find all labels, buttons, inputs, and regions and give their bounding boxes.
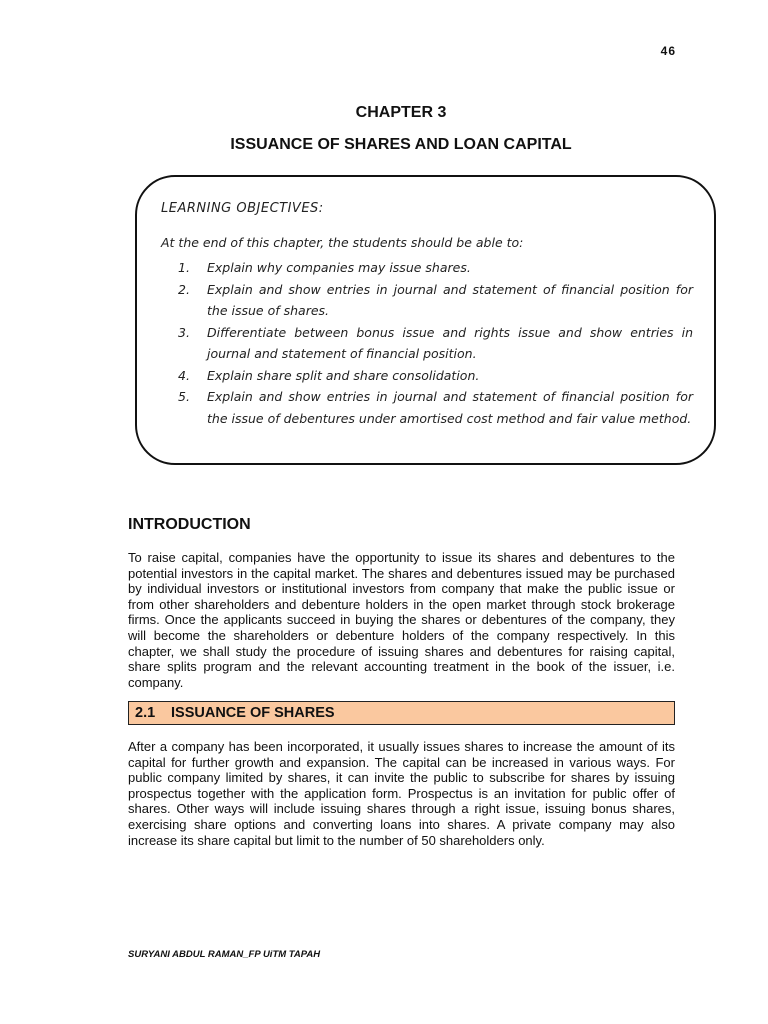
objective-text: Explain and show entries in journal and statement of financial position for the issue of shares. [207,281,693,318]
objective-number: 3. [178,324,190,340]
objective-item [178,279,693,322]
page-footer: SURYANI ABDUL RAMAN_FP UiTM TAPAH [128,949,321,960]
objective-number: 5. [178,389,190,404]
chapter-title: ISSUANCE OF SHARES AND LOAN CAPITAL [230,136,572,153]
objective-number: 1. [178,260,190,275]
learning-objectives-heading: LEARNING OBJECTIVES: [161,201,324,216]
chapter-heading: CHAPTER 3 [355,104,447,121]
learning-objectives-list [178,257,693,429]
page-number: 46 [660,44,676,58]
objective-item [178,365,693,387]
introduction-heading: INTRODUCTION [128,516,251,533]
section-number: 2.1 [135,705,156,721]
objective-text: Explain share split and share consolidation. [207,367,480,383]
section-2-1-paragraph: After a company has been incorporated, it usually issues shares to increase the amount of its capital for further growth and expansion. The capital can be increased in various ways. For public company limited by shares, it can invite the public to subscribe for shares by issuing prospectus together with the application form. Prospectus is an invitation for public offer of shares. Other ways will include issuing shares through a right issue, issuing bonus shares, exercising share options and converting loans into shares. A private company may also increase its share capital but limit to the number of 50 shareholders only. [128,739,675,848]
section-2-1-header [128,701,675,725]
objective-text: Explain and show entries in journal and statement of financial position for the issue of debentures under amortised cost method and fair value method. [207,389,693,426]
objective-text: Explain why companies may issue shares. [207,260,471,275]
section-title: ISSUANCE OF SHARES [171,705,335,721]
objective-text: Differentiate between bonus issue and rights issue and show entries in journal and statement of financial position. [207,324,693,361]
learning-objectives-intro: At the end of this chapter, the students should be able to: [161,235,524,250]
introduction-paragraph: To raise capital, companies have the opportunity to issue its shares and debentures to the potential investors in the capital market. The shares and debentures issued may be purchased by individual investors or institutional investors from company that make the public issue or from other shareholders and debenture holders in the open market through stock brokerage firms. Once the applicants succeed in buying the shares or debentures of the company, they will become the shareholders or debenture holders of the company respectively. In this chapter, we shall study the procedure of issuing shares and debentures for raising capital, share splits program and the relevant accounting treatment in the book of the issuer, i.e. company. [128,550,675,690]
objective-number: 4. [178,367,190,383]
objective-item [178,322,693,365]
objective-item [178,386,693,429]
objective-item [178,257,693,279]
objective-number: 2. [178,281,190,297]
